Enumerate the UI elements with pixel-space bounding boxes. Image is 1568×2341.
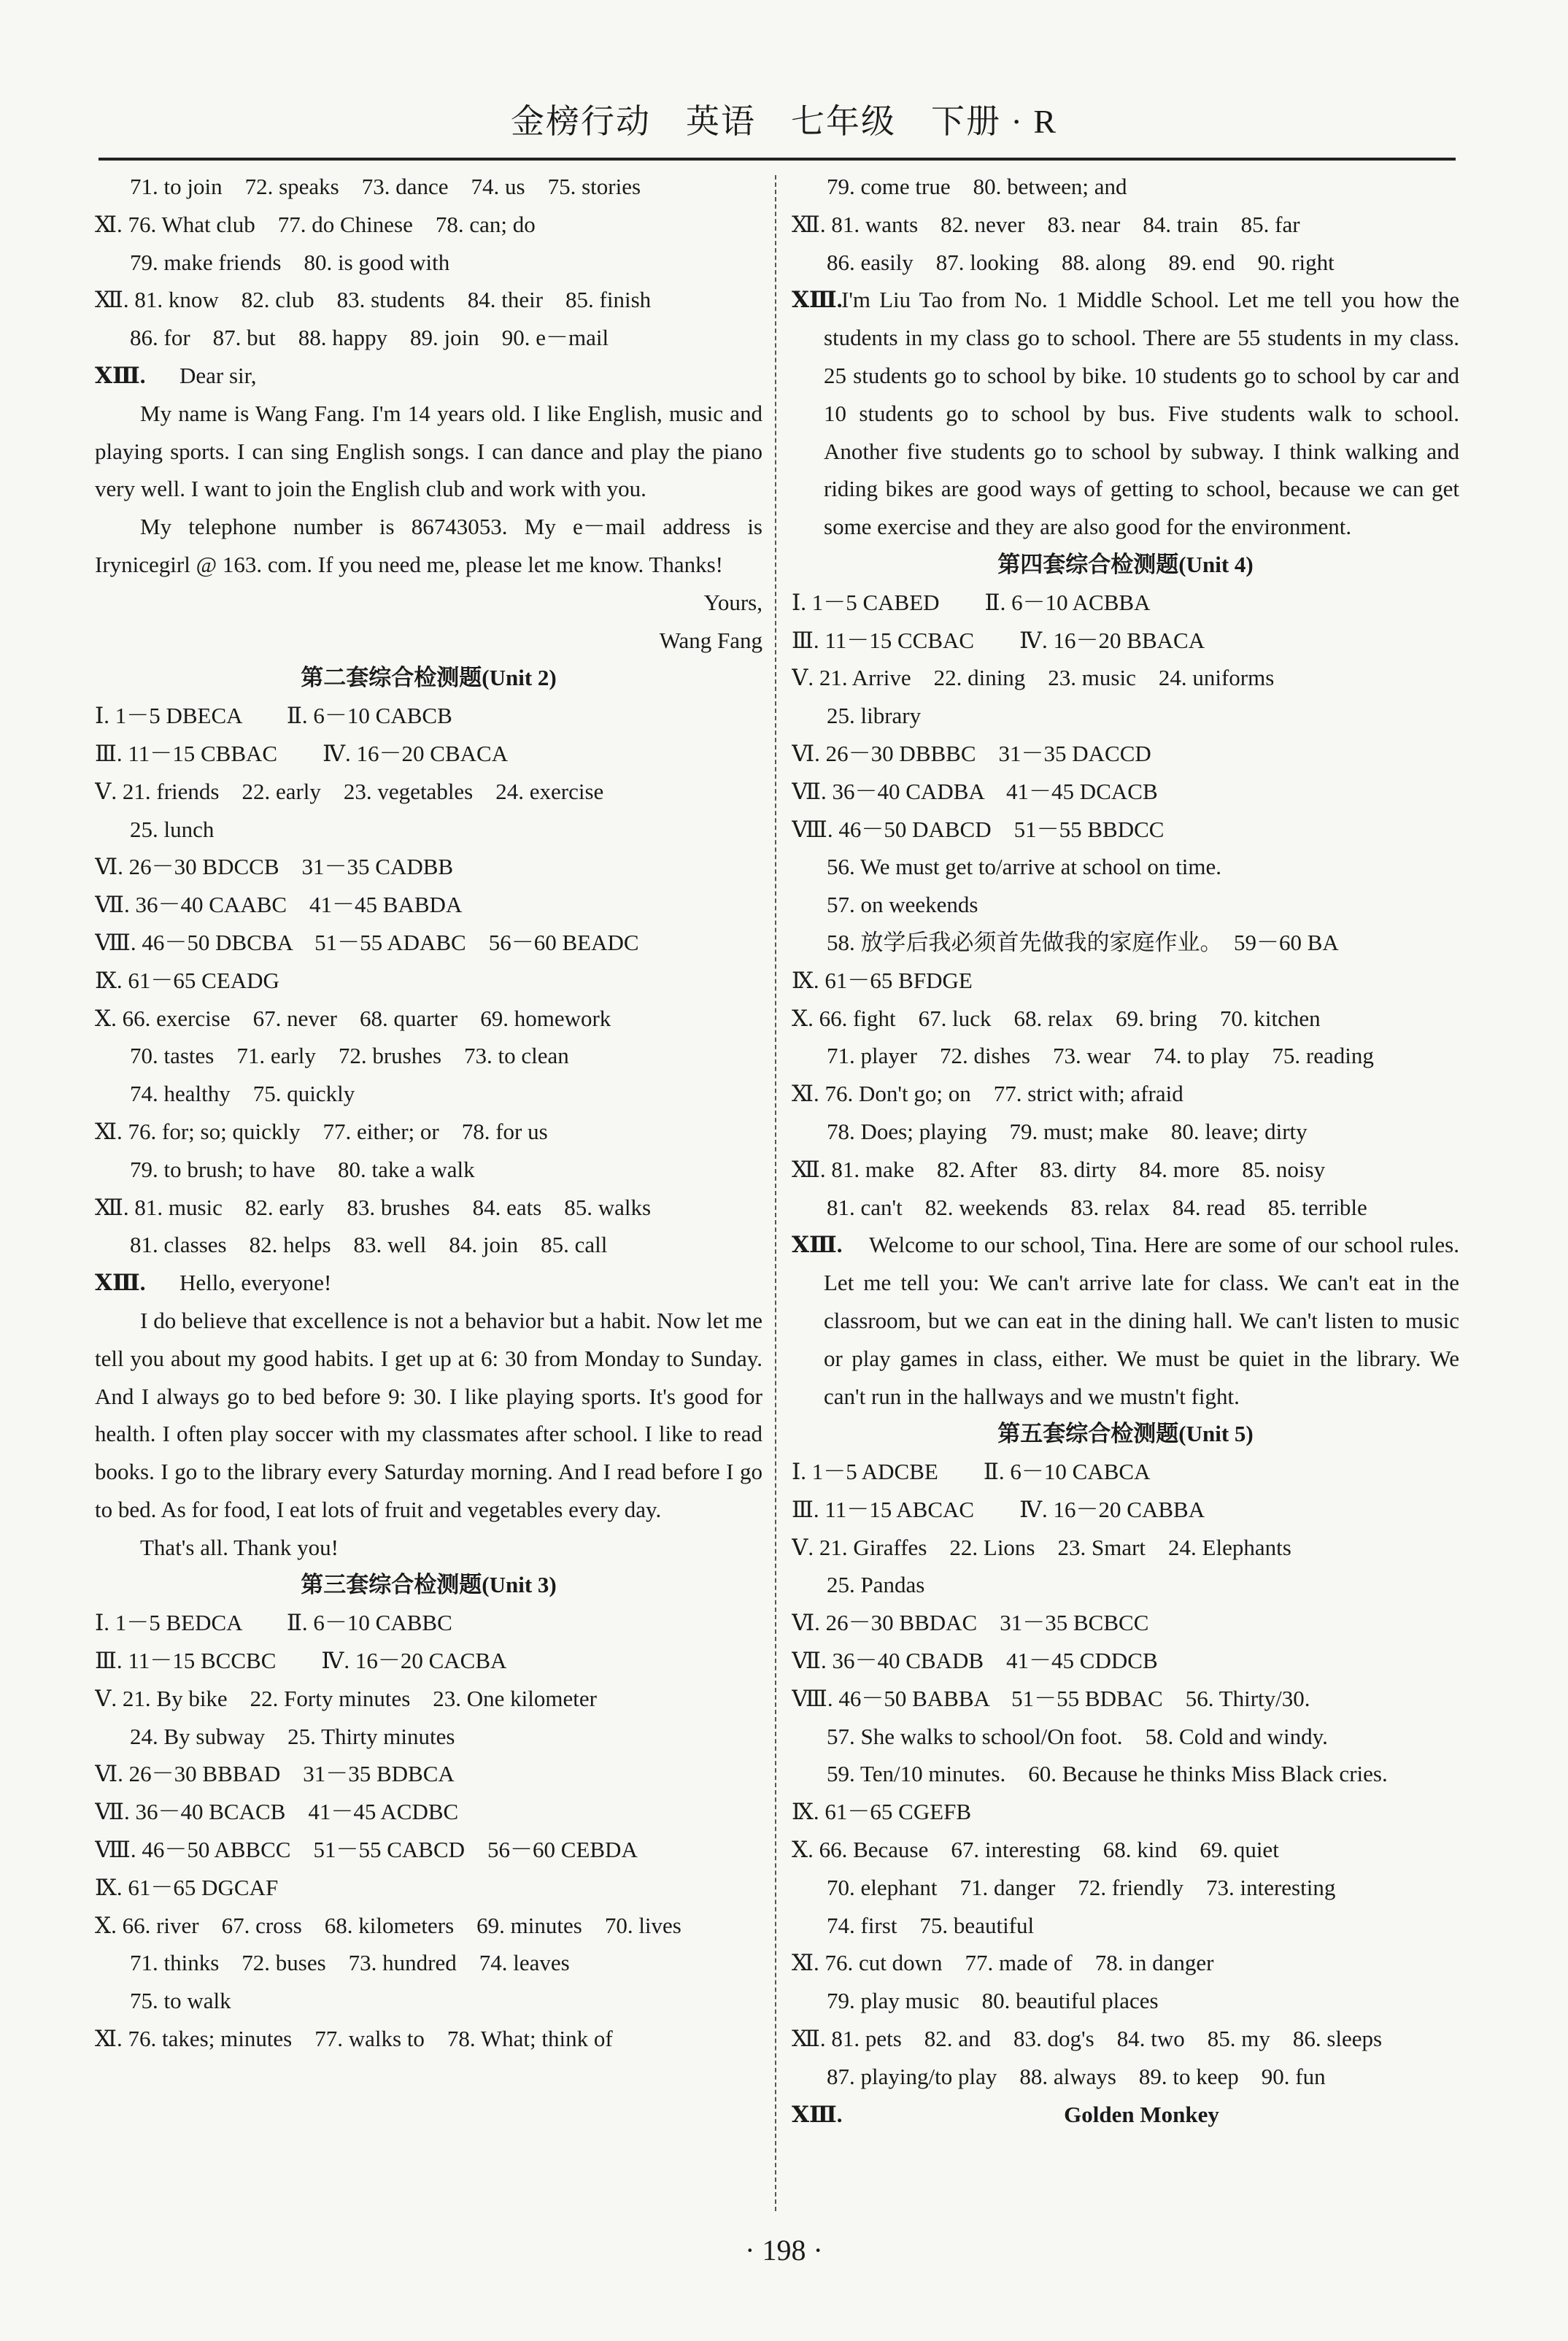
section-title: 第二套综合检测题(Unit 2) [301, 665, 557, 691]
essay-block [792, 2096, 1459, 2134]
essay-block [792, 281, 1459, 546]
section-number: ⅩⅢ. [95, 1270, 146, 1296]
answer-line: 78. Does; playing 79. must; make 80. leave; dirty [827, 1118, 1308, 1144]
essay-greeting: Dear sir, [179, 362, 257, 388]
answer-line: 25. lunch [130, 816, 215, 842]
answer-line: 58. 放学后我必须首先做我的家庭作业。 59－60 BA [827, 929, 1339, 955]
section-number: ⅩⅢ. [792, 1232, 843, 1258]
answer-line: Ⅹ. 66. Because 67. interesting 68. kind 69. quiet [792, 1837, 1279, 1863]
answer-line: 70. tastes 71. early 72. brushes 73. to clean [130, 1043, 569, 1069]
answer-line: Ⅻ. 81. wants 82. never 83. near 84. train 85. far [792, 211, 1300, 237]
answer-line: Ⅶ. 36－40 CAABC 41－45 BABDA [95, 892, 463, 918]
answer-line: Ⅻ. 81. pets 82. and 83. dog's 84. two 85. my 86. sleeps [792, 2026, 1383, 2052]
essay-paragraph: Welcome to our school, Tina. Here are some of our school rules. Let me tell you: We can't arrive late for class. We can't eat in the classroom, but we can eat in the dining hall. We can't listen to music or play games in class, either. We must be quiet in the library. We can't run in the hallways and we mustn't fight. [824, 1232, 1459, 1409]
answer-line: 70. elephant 71. danger 72. friendly 73. interesting [827, 1874, 1336, 1900]
answer-line: 79. play music 80. beautiful places [827, 1988, 1159, 2014]
answer-line: Ⅰ. 1－5 CABED Ⅱ. 6－10 ACBBA [792, 589, 1151, 615]
section-number: ⅩⅢ. [792, 287, 843, 313]
answer-line: Ⅵ. 26－30 BBBAD 31－35 BDBCA [95, 1761, 455, 1787]
answer-line: 24. By subway 25. Thirty minutes [130, 1723, 455, 1749]
answer-line: 25. library [827, 703, 922, 729]
essay-paragraph: My telephone number is 86743053. My e－mail address is Irynicegirl @ 163. com. If you need me, please let me know. Thanks! [95, 514, 762, 577]
answer-line: 25. Pandas [827, 1572, 925, 1598]
answer-line: 86. easily 87. looking 88. along 89. end 90. right [827, 249, 1335, 275]
essay-block [95, 357, 762, 395]
page-header: 金榜行动 英语 七年级 下册 · R [511, 103, 1057, 140]
answer-line: 56. We must get to/arrive at school on time. [827, 854, 1222, 880]
answer-line: Ⅲ. 11－15 CCBAC Ⅳ. 16－20 BBACA [792, 627, 1205, 653]
answer-line: Ⅺ. 76. Don't go; on 77. strict with; afraid [792, 1081, 1183, 1107]
answer-line: Ⅶ. 36－40 CADBA 41－45 DCACB [792, 778, 1158, 804]
essay-paragraph: My name is Wang Fang. I'm 14 years old. I like English, music and playing sports. I can sing English songs. I can dance and play the piano very well. I want to join the English club and work with you. [95, 400, 762, 502]
section-title: 第三套综合检测题(Unit 3) [301, 1572, 557, 1598]
answer-line: Ⅹ. 66. river 67. cross 68. kilometers 69. minutes 70. lives [95, 1912, 681, 1938]
answer-line: Ⅴ. 21. friends 22. early 23. vegetables 24. exercise [95, 778, 604, 804]
answer-line: Ⅶ. 36－40 BCACB 41－45 ACDBC [95, 1799, 459, 1825]
answer-line: Ⅻ. 81. make 82. After 83. dirty 84. more 85. noisy [792, 1156, 1326, 1182]
essay-paragraph: I do believe that excellence is not a behavior but a habit. Now let me tell you about my good habits. I get up at 6: 30 from Monday to Sunday. And I always go to bed before 9: 30. I like playing sports. It's good for health. I often play soccer with my classmates after school. I like to read books. I go to the library every Saturday morning. And I read before I go to bed. As for food, I eat lots of fruit and vegetables every day. [95, 1307, 762, 1522]
answer-line: 57. She walks to school/On foot. 58. Cold and windy. [827, 1723, 1328, 1749]
page-number: · 198 · [745, 2234, 823, 2267]
answer-line: 79. come true 80. between; and [827, 174, 1127, 199]
section-number: ⅩⅢ. [95, 362, 146, 388]
answer-line: 57. on weekends [827, 892, 978, 918]
answer-line: Ⅵ. 26－30 BBDAC 31－35 BCBCC [792, 1610, 1149, 1636]
answer-line: Ⅴ. 21. By bike 22. Forty minutes 23. One kilometer [95, 1685, 597, 1711]
answer-line: 81. can't 82. weekends 83. relax 84. read 85. terrible [827, 1194, 1367, 1220]
answer-line: 79. to brush; to have 80. take a walk [130, 1156, 475, 1182]
answer-line: Ⅰ. 1－5 ADCBE Ⅱ. 6－10 CABCA [792, 1459, 1151, 1485]
answer-line: Ⅺ. 76. for; so; quickly 77. either; or 78. for us [95, 1118, 548, 1144]
left-column [95, 168, 762, 2058]
answer-line: Ⅹ. 66. fight 67. luck 68. relax 69. bring 70. kitchen [792, 1005, 1321, 1031]
answer-line: Ⅲ. 11－15 BCCBC Ⅳ. 16－20 CACBA [95, 1648, 507, 1674]
answer-line: Ⅷ. 46－50 DABCD 51－55 BBDCC [792, 816, 1165, 842]
essay-block [95, 1264, 762, 1302]
answer-line: 87. playing/to play 88. always 89. to keep 90. fun [827, 2063, 1326, 2089]
answer-line: Ⅴ. 21. Giraffes 22. Lions 23. Smart 24. Elephants [792, 1534, 1291, 1560]
answer-line: Ⅸ. 61－65 CGEFB [792, 1799, 972, 1825]
answer-line: Ⅺ. 76. What club 77. do Chinese 78. can; do [95, 211, 536, 237]
essay-closing: That's all. Thank you! [140, 1534, 339, 1560]
answer-line: 86. for 87. but 88. happy 89. join 90. e－mail [130, 325, 609, 351]
answer-line: 59. Ten/10 minutes. 60. Because he thinks Miss Black cries. [827, 1761, 1388, 1787]
answer-line: Ⅹ. 66. exercise 67. never 68. quarter 69. homework [95, 1005, 611, 1031]
answer-line: 71. thinks 72. buses 73. hundred 74. leaves [130, 1950, 570, 1976]
section-title: 第五套综合检测题(Unit 5) [997, 1421, 1254, 1447]
answer-line: Ⅻ. 81. music 82. early 83. brushes 84. eats 85. walks [95, 1194, 652, 1220]
answer-line: Ⅻ. 81. know 82. club 83. students 84. their 85. finish [95, 287, 652, 313]
essay-paragraph: I'm Liu Tao from No. 1 Middle School. Let me tell you how the students in my class go to school. There are 55 students in my class. 25 students go to school by bike. 10 students go to school by car and 10 students go to school by bus. Five students walk to school. Another five students go to school by subway. I think walking and riding bikes are good ways of getting to school, because we can get some exercise and they are also good for the environment. [824, 287, 1459, 540]
answer-line: 81. classes 82. helps 83. well 84. join 85. call [130, 1232, 608, 1258]
answer-line: Ⅷ. 46－50 ABBCC 51－55 CABCD 56－60 CEBDA [95, 1837, 638, 1863]
essay-block [792, 1226, 1459, 1415]
essay-signature: Wang Fang [659, 627, 762, 653]
right-column [792, 168, 1459, 2133]
answer-line: Ⅸ. 61－65 BFDGE [792, 967, 973, 993]
answer-line: Ⅶ. 36－40 CBADB 41－45 CDDCB [792, 1648, 1158, 1674]
answer-line: Ⅰ. 1－5 BEDCA Ⅱ. 6－10 CABBC [95, 1610, 452, 1636]
answer-line: Ⅸ. 61－65 DGCAF [95, 1874, 279, 1900]
answer-line: Ⅵ. 26－30 BDCCB 31－35 CADBB [95, 854, 454, 880]
answer-line: Ⅴ. 21. Arrive 22. dining 23. music 24. uniforms [792, 665, 1275, 691]
answer-line: 71. to join 72. speaks 73. dance 74. us 75. stories [130, 174, 641, 199]
column-divider [775, 175, 776, 2211]
answer-line: 79. make friends 80. is good with [130, 249, 450, 275]
answer-line: Ⅲ. 11－15 CBBAC Ⅳ. 16－20 CBACA [95, 740, 509, 766]
section-number: ⅩⅢ. [792, 2101, 843, 2127]
answer-line: Ⅺ. 76. takes; minutes 77. walks to 78. What; think of [95, 2026, 613, 2052]
answer-line: 74. healthy 75. quickly [130, 1081, 355, 1107]
answer-line: Ⅲ. 11－15 ABCAC Ⅳ. 16－20 CABBA [792, 1496, 1205, 1522]
answer-line: 74. first 75. beautiful [827, 1912, 1035, 1938]
answer-line: Ⅰ. 1－5 DBECA Ⅱ. 6－10 CABCB [95, 703, 452, 729]
answer-line: Ⅷ. 46－50 DBCBA 51－55 ADABC 56－60 BEADC [95, 929, 639, 955]
answer-line: 75. to walk [130, 1988, 231, 2014]
header-rule [99, 158, 1456, 161]
answer-line: Ⅺ. 76. cut down 77. made of 78. in danger [792, 1950, 1214, 1976]
section-title: 第四套综合检测题(Unit 4) [997, 551, 1254, 577]
answer-line: 71. player 72. dishes 73. wear 74. to play 75. reading [827, 1043, 1374, 1069]
answer-line: Ⅵ. 26－30 DBBBC 31－35 DACCD [792, 740, 1151, 766]
essay-greeting: Hello, everyone! [179, 1270, 332, 1296]
essay-closing: Yours, [703, 589, 762, 615]
essay-title: Golden Monkey [1064, 2101, 1219, 2127]
answer-line: Ⅷ. 46－50 BABBA 51－55 BDBAC 56. Thirty/30. [792, 1685, 1310, 1711]
answer-line: Ⅸ. 61－65 CEADG [95, 967, 279, 993]
